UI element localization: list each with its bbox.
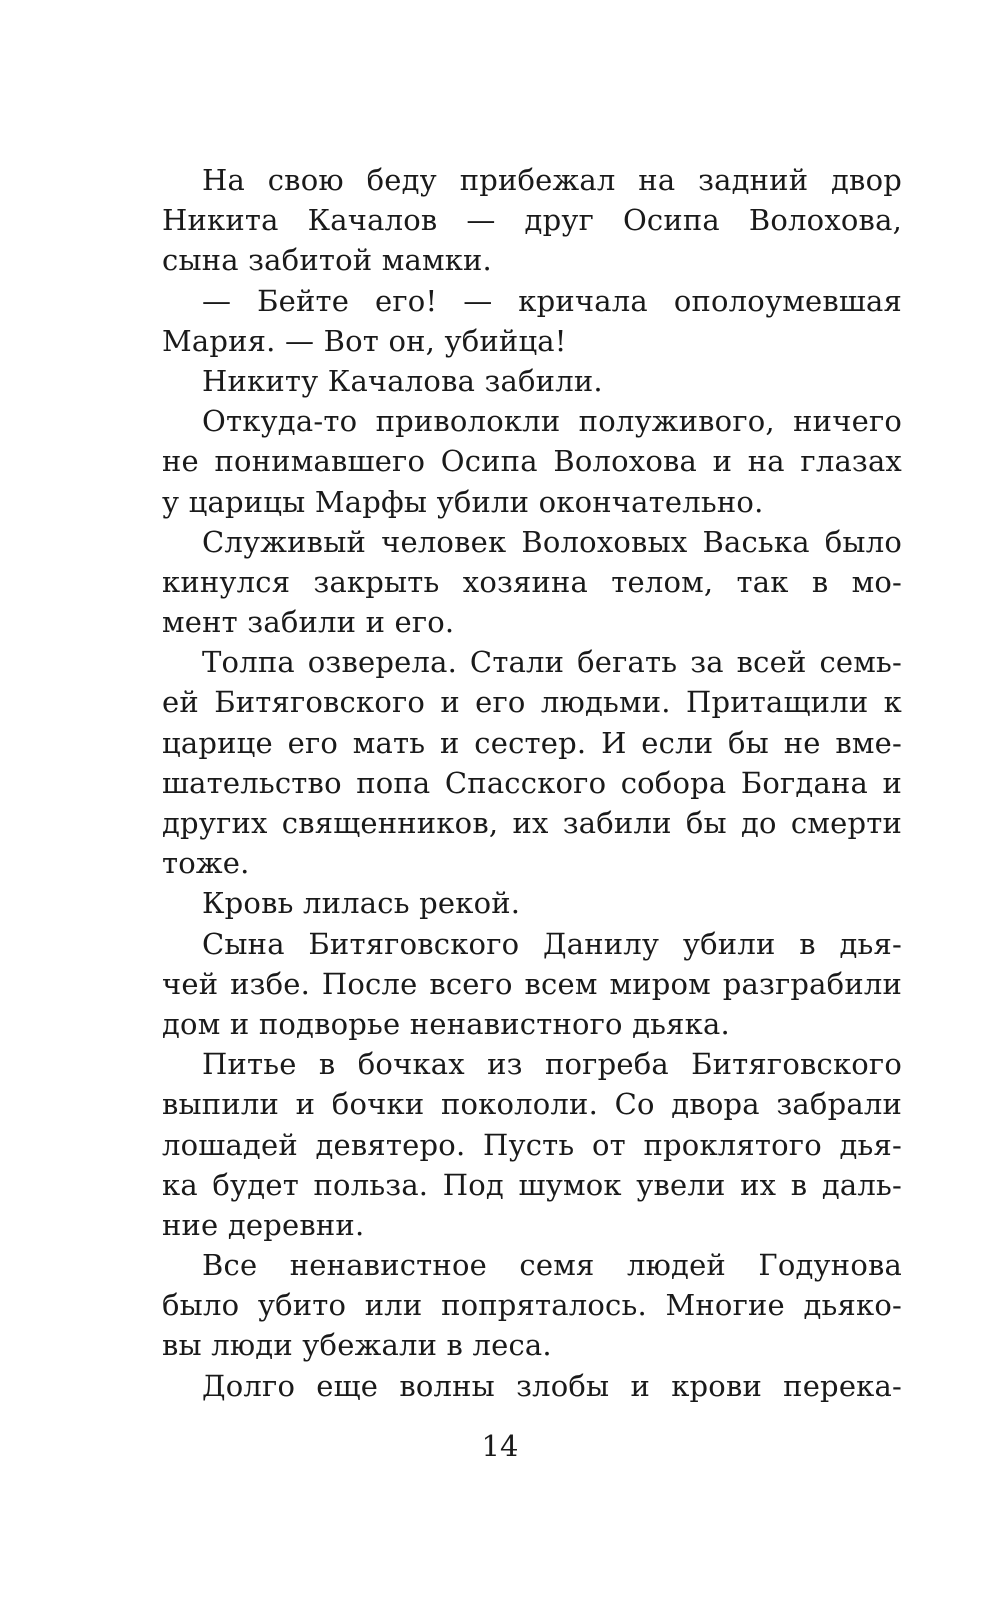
- text-line: кинулся закрыть хозяина телом, так в мо-: [162, 564, 902, 599]
- text-line: Служивый человек Волоховых Васька было: [202, 524, 902, 559]
- text-line: у царицы Марфы убили окончательно.: [162, 484, 764, 519]
- text-line: Откуда-то приволокли полуживого, ничего: [202, 404, 902, 439]
- text-line: было убито или попряталось. Многие дьяко-: [162, 1288, 902, 1323]
- text-line: Толпа озверела. Стали бегать за всей семь-: [202, 645, 902, 680]
- text-line: сына забитой мамки.: [162, 243, 492, 278]
- text-line: Все ненавистное семя людей Годунова: [202, 1248, 902, 1283]
- text-line: Никита Качалов — друг Осипа Волохова,: [162, 203, 902, 238]
- text-line: выпили и бочки покололи. Со двора забрали: [162, 1087, 902, 1122]
- text-line: вы люди убежали в леса.: [162, 1328, 552, 1363]
- text-line: шательство попа Спасского собора Богдана и: [162, 765, 902, 800]
- text-line: тоже.: [162, 846, 250, 881]
- text-line: других священников, их забили бы до смерти: [162, 806, 902, 840]
- text-line: Никиту Качалова забили.: [202, 363, 603, 398]
- body-text: [162, 160, 902, 1406]
- text-line: Питье в бочках из погреба Битяговского: [202, 1047, 902, 1082]
- text-line: не понимавшего Осипа Волохова и на глазах: [162, 444, 902, 479]
- text-line: лошадей девятеро. Пусть от проклятого дья-: [162, 1127, 902, 1162]
- text-line: мент забили и его.: [162, 605, 455, 640]
- text-line: Кровь лилась рекой.: [202, 886, 521, 921]
- text-line: — Бейте его! — кричала ополоумевшая: [202, 283, 902, 318]
- text-line: Мария. — Вот он, убийца!: [162, 323, 567, 358]
- text-line: ние деревни.: [162, 1207, 365, 1242]
- text-line: На свою беду прибежал на задний двор: [202, 163, 902, 197]
- text-line: Долго еще волны злобы и крови перека-: [202, 1368, 902, 1403]
- text-line: царице его мать и сестер. И если бы не вме-: [162, 725, 902, 760]
- page-number: 14: [481, 1429, 519, 1463]
- text-line: ей Битяговского и его людьми. Притащили к: [162, 685, 902, 720]
- text-line: дом и подворье ненавистного дьяка.: [162, 1006, 730, 1041]
- text-line: чей избе. После всего всем миром разграбили: [162, 966, 902, 1001]
- text-line: ка будет польза. Под шумок увели их в даль-: [162, 1167, 902, 1202]
- text-line: Сына Битяговского Данилу убили в дья-: [202, 926, 902, 961]
